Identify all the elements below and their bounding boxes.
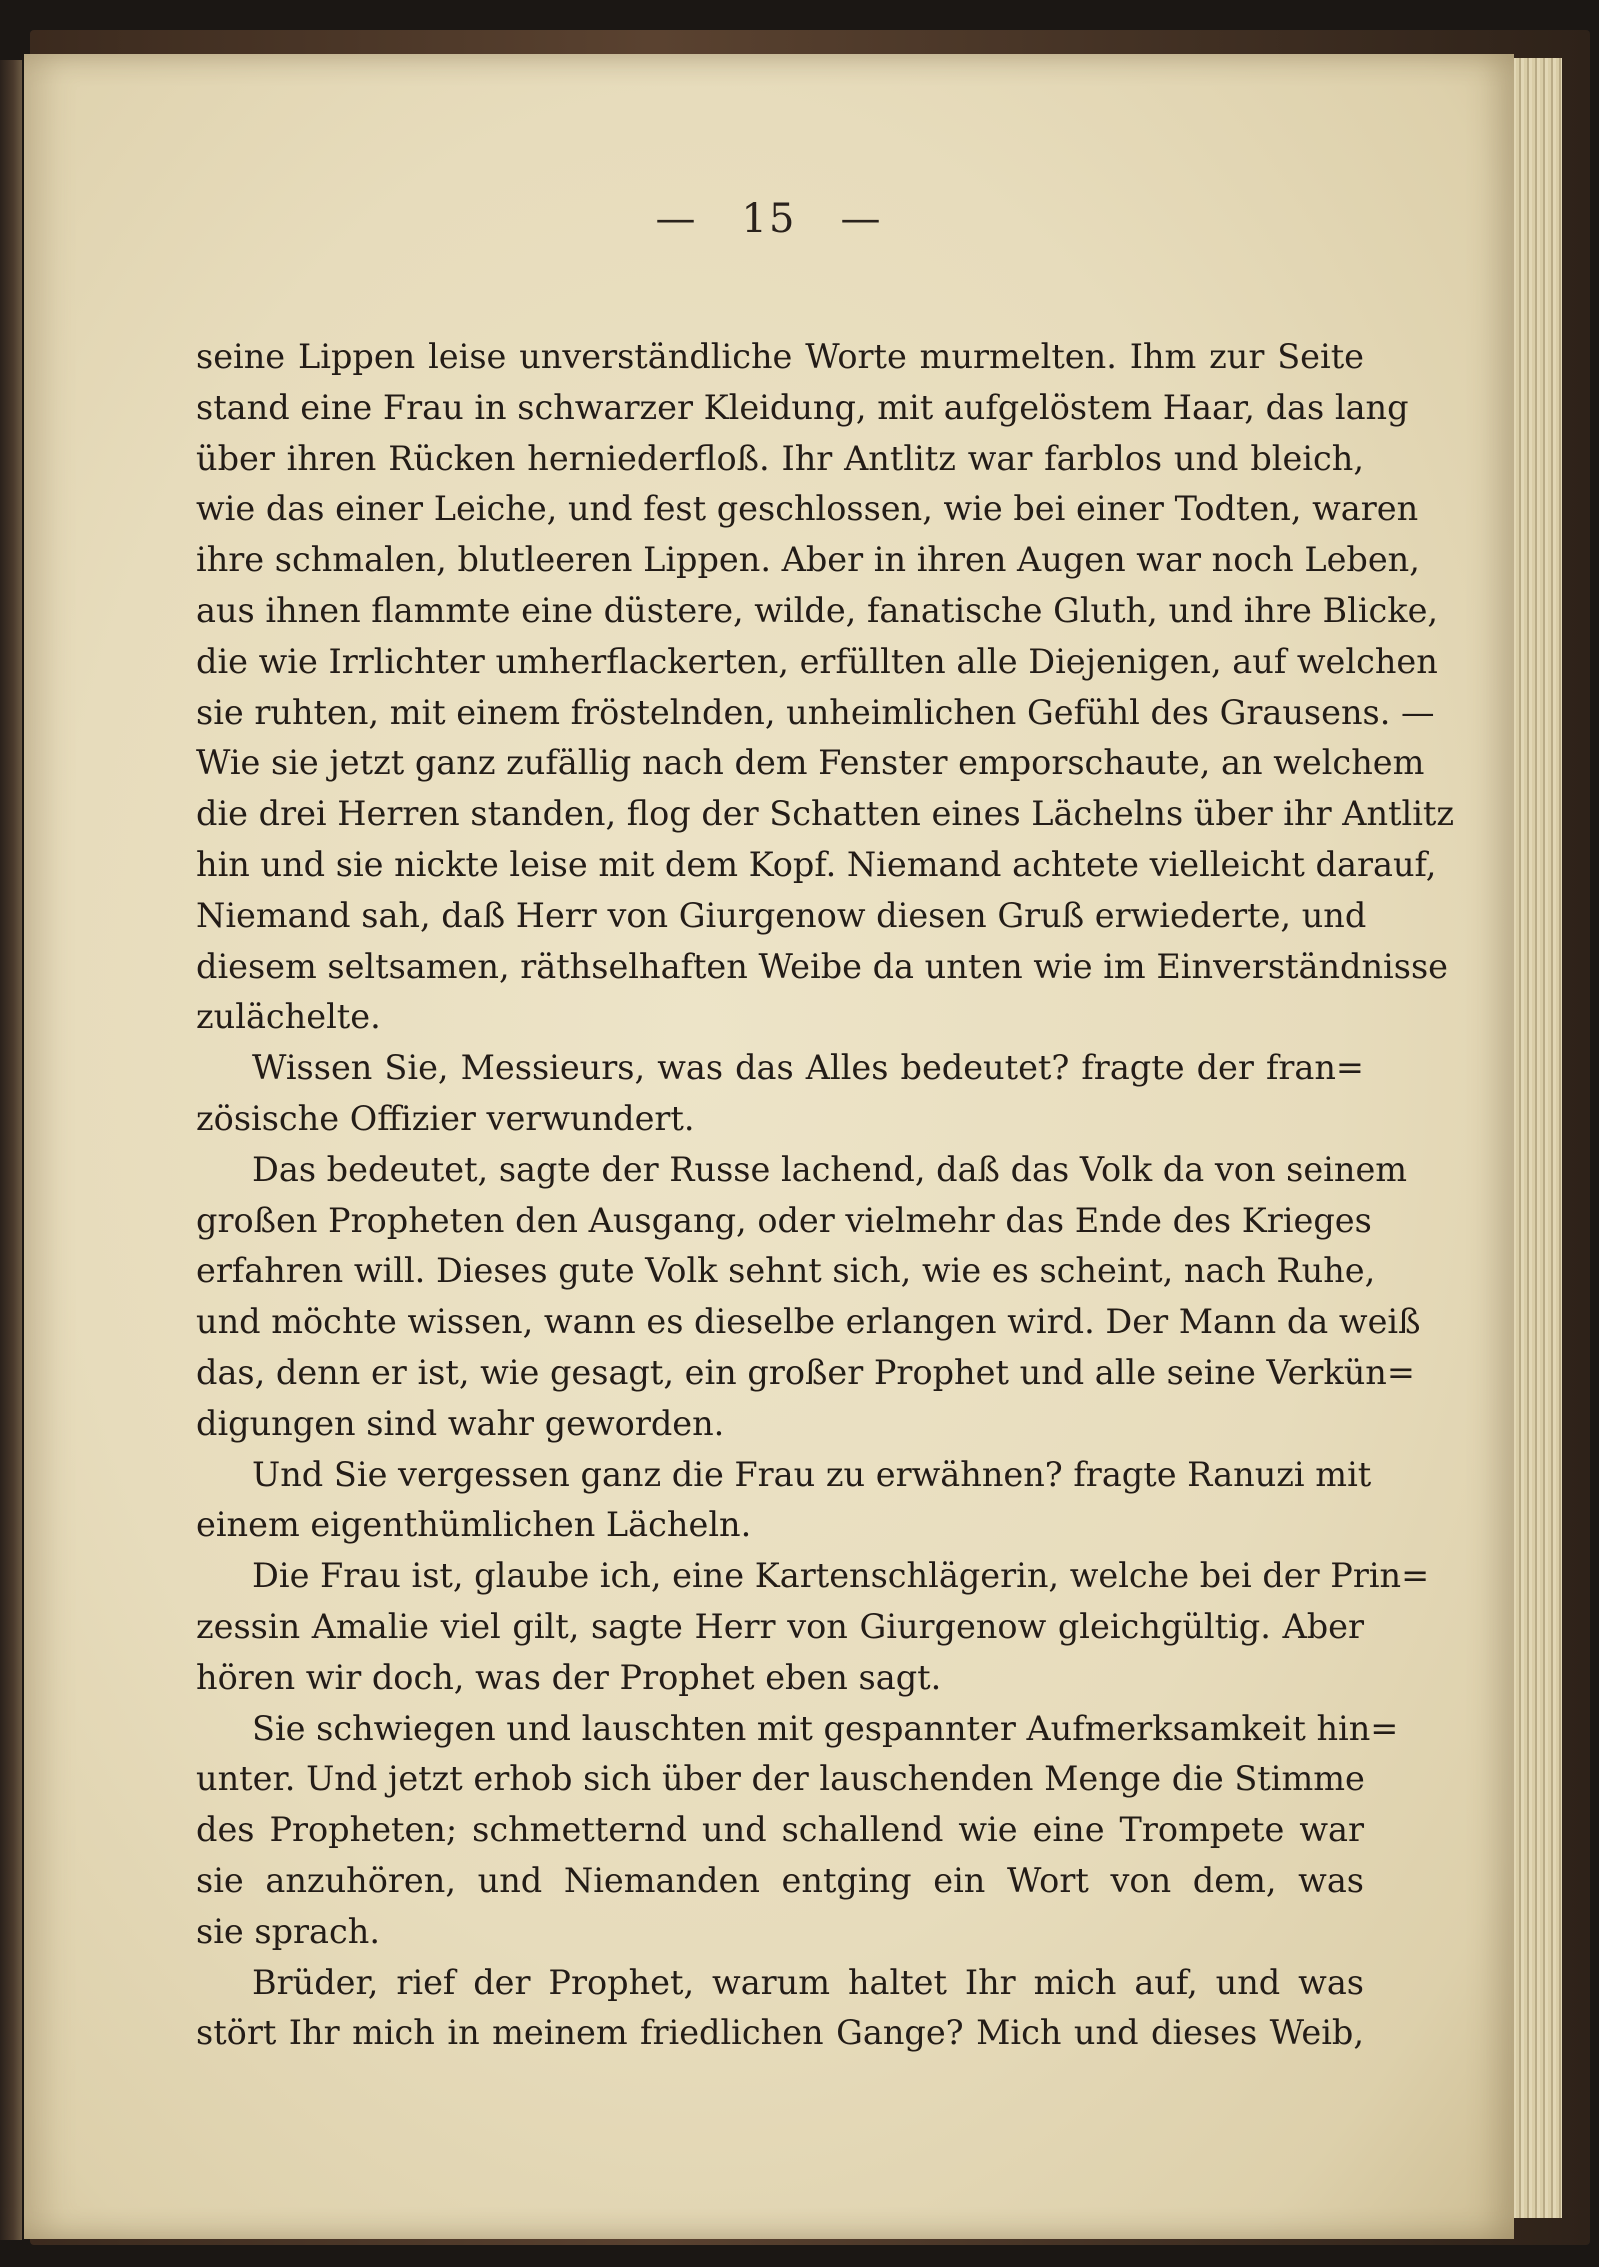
text-line: erfahren will. Dieses gute Volk sehnt sich, wie es scheint, nach Ruhe, <box>196 1251 1376 1291</box>
text-line: Und Sie vergessen ganz die Frau zu erwähnen? fragte Ranuzi mit <box>252 1454 1372 1494</box>
text-line: des Propheten; schmetternd und schallend wie eine Trompete war <box>196 1810 1364 1850</box>
text-line: sie sprach. <box>196 1911 380 1951</box>
text-line: und möchte wissen, wann es dieselbe erlangen wird. Der Mann da weiß <box>196 1302 1421 1342</box>
page-number <box>24 196 1514 242</box>
text-line: die wie Irrlichter umherflackerten, erfüllten alle Diejenigen, auf welchen <box>196 641 1438 681</box>
text-line: ihre schmalen, blutleeren Lippen. Aber in ihren Augen war noch Leben, <box>196 540 1420 580</box>
text-line: unter. Und jetzt erhob sich über der lauschenden Menge die Stimme <box>196 1759 1365 1799</box>
text-line: hören wir doch, was der Prophet eben sagt. <box>196 1657 942 1697</box>
book-page <box>24 54 1514 2239</box>
text-line: die drei Herren standen, flog der Schatten eines Lächelns über ihr Antlitz <box>196 794 1455 834</box>
text-line: sie anzuhören, und Niemanden entging ein Wort von dem, was <box>196 1860 1364 1900</box>
page-number-value: 15 <box>741 196 797 242</box>
text-line: seine Lippen leise unverständliche Worte murmelten. Ihm zur Seite <box>196 337 1364 376</box>
text-line: stört Ihr mich in meinem friedlichen Gange? Mich und dieses Weib, <box>196 2013 1364 2053</box>
text-line: diesem seltsamen, räthselhaften Weibe da unten wie im Einverständnisse <box>196 946 1448 986</box>
text-line: stand eine Frau in schwarzer Kleidung, mit aufgelöstem Haar, das lang <box>196 387 1409 427</box>
text-line: Niemand sah, daß Herr von Giurgenow diesen Gruß erwiederte, und <box>196 895 1367 935</box>
text-line: hin und sie nickte leise mit dem Kopf. Niemand achtete vielleicht darauf, <box>196 844 1437 884</box>
text-line: Brüder, rief der Prophet, warum haltet Ihr mich auf, und was <box>252 1962 1364 2002</box>
text-line: wie das einer Leiche, und fest geschlossen, wie bei einer Todten, waren <box>196 489 1419 529</box>
page-number-dash-right: — <box>840 196 883 242</box>
page-number-dash-left: — <box>655 196 698 242</box>
previous-page-edge <box>0 60 22 2240</box>
text-line: zulächelte. <box>196 997 381 1037</box>
text-line: über ihren Rücken herniederfloß. Ihr Antlitz war farblos und bleich, <box>196 438 1364 478</box>
text-line: Sie schwiegen und lauschten mit gespannter Aufmerksamkeit hin= <box>252 1708 1399 1748</box>
text-line: großen Propheten den Ausgang, oder vielmehr das Ende des Krieges <box>196 1200 1372 1240</box>
text-line: einem eigenthümlichen Lächeln. <box>196 1505 752 1545</box>
body-text <box>196 332 1455 2059</box>
text-line: Die Frau ist, glaube ich, eine Kartenschlägerin, welche bei der Prin= <box>252 1556 1430 1596</box>
text-line: Wie sie jetzt ganz zufällig nach dem Fenster emporschaute, an welchem <box>196 743 1425 783</box>
text-line: zösische Offizier verwundert. <box>196 1098 695 1138</box>
text-line: das, denn er ist, wie gesagt, ein großer Prophet und alle seine Verkün= <box>196 1352 1415 1392</box>
text-line: digungen sind wahr geworden. <box>196 1403 725 1443</box>
text-line: zessin Amalie viel gilt, sagte Herr von Giurgenow gleichgültig. Aber <box>196 1606 1364 1646</box>
text-line: Das bedeutet, sagte der Russe lachend, daß das Volk da von seinem <box>252 1149 1408 1189</box>
text-line: sie ruhten, mit einem fröstelnden, unheimlichen Gefühl des Grausens. — <box>196 692 1435 732</box>
text-line: aus ihnen flammte eine düstere, wilde, fanatische Gluth, und ihre Blicke, <box>196 590 1439 630</box>
text-line: Wissen Sie, Messieurs, was das Alles bedeutet? fragte der fran= <box>252 1048 1364 1088</box>
